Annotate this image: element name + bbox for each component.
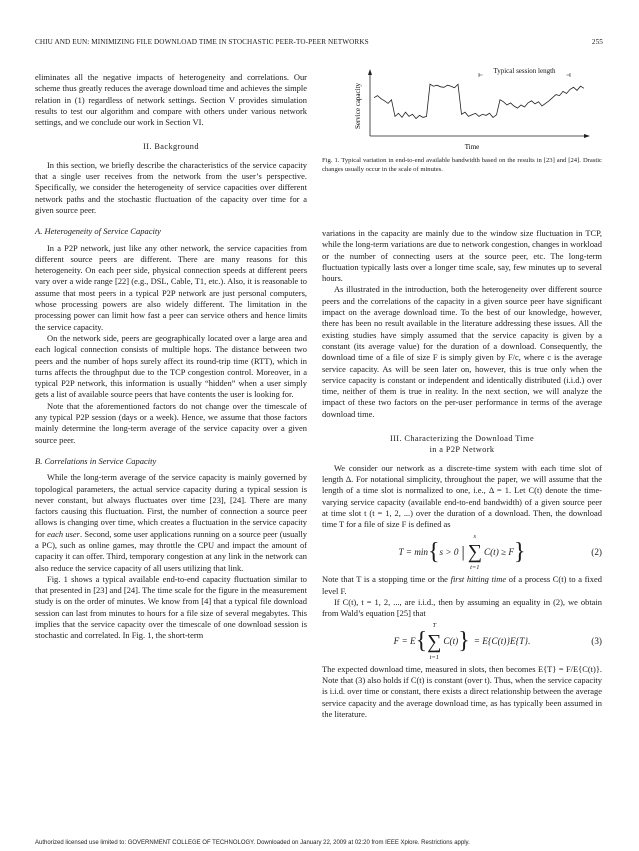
running-title: CHIU AND EUN: MINIMIZING FILE DOWNLOAD TIME IN STOCHASTIC PEER-TO-PEER NETWORKS [35,38,369,46]
subsection-b-heading: B. Correlations in Service Capacity [35,455,157,466]
section-2-paragraph: In this section, we briefly describe the characteristics of the service capacity that a single user receives from the network from the user’s perspective. Specifically, we consider the heterogeneity of service capacities over different network paths and the stochastic fluctuation of the capacity over time for a given source peer. [35,159,307,215]
right-paragraph-4 [322,574,602,597]
section-3-heading [322,433,602,456]
section-2-heading: II. Background [143,142,199,152]
section-3-heading-line-1: III. Characterizing the Download Time [389,434,535,444]
subsection-b-p1-start: While the long-term average of the service capacity is mainly governed by topological parameters, the actual service capacity during a typical session is never constant, but always fluctuates over time [23], [24]. There are many factors causing this fluctuation. First, the number of connection a source peer allows is changing over time, which creates a fluctuation in the service capacity for [35,472,307,539]
eq2-right-brace: } [514,538,526,565]
eq2-lhs: T = min [398,546,428,557]
right-column [322,228,602,720]
subsection-a-paragraph-3: Note that the aforementioned factors do not change over the timescale of any typical P2P session (days or a week). Hence, we assume that those factors mainly determine the long-term average of the service capacity over a given source peer. [35,400,307,445]
eq3-sum-bottom: t=1 [429,653,440,661]
eq2-sum [468,531,482,574]
eq2-sum-top: s [473,533,477,541]
eq2-condition: s > 0 [439,546,459,557]
eq2-sum-bottom: t=1 [470,564,480,572]
right-paragraph-6: The expected download time, measured in slots, then becomes E{T} = F/E{C(t)}. Note that (3) also holds if C(t) is constant (over t). Thus, when the service capacity is i.i.d. over time or constant, there exists a direct relationship between the average service capacity and the average download time, as has typically been assumed in the literature. [322,663,602,719]
subsection-a-paragraph-1: In a P2P network, just like any other network, the service capacities from different source peers are different. There are many reasons for this heterogeneity. On each peer side, physical connection speeds at different peers vary over a wide range [22] (e.g., DSL, Cable, T1, etc.). Also, it is reasonable to assume that most peers in a typical P2P network are just personal computers, whose processing powers are also widely different. The limitation in the processing power can limit how fast a peer can service others and hence limits the service capacity. [35,242,307,332]
eq3-right-brace: } [458,627,470,654]
chart-y-arrow [368,69,372,75]
intro-paragraph: eliminates all the negative impacts of heterogeneity and correlations. Our scheme thus greatly reduces the average download time and achieves the simple relation in (1) regardless of network settings. Section V provides simulation results to test our algorithm and compare with others under various network settings, and we conclude our work in Section VI. [35,72,307,128]
equation-3 [322,624,602,660]
eq3-number: (3) [591,635,602,646]
eq3-sigma: ∑ [427,630,442,653]
subsection-b-p1-end: . Second, some user applications running on a source peer (usually a PC), such as online games, may throttle the CPU and impact the amount of capacity it can offer. Third, temporary congestion at any link in the network can also reduce the service capacity of all users utilizing that link. [35,528,307,573]
subsection-a-paragraph-2: On the network side, peers are geographically located over a large area and each logical connection consists of multiple hops. The distance between two peers and the number of hops surely affect its round-trip time (RTT), which in turns affects the throughput due to the TCP congestion control. Moreover, in a typical P2P network, this information is usually “hidden” when a user simply gets a list of available source peers that have contents the user is looking for. [35,332,307,400]
capacity-series-line [374,84,584,118]
chart-y-label: Service capacity [354,82,362,130]
subsection-b-paragraph-2: Fig. 1 shows a typical available end-to-end capacity fluctuation similar to that presented in [23] and [24]. The time scale for the figure in the measurement study is on the order of minutes. We know from [4] that a typical file download session can last from minutes to hours for a file size of several megabytes. This implies that the service capacity over the timescale of one download session is stochastic and correlated. In Fig. 1, the short-term [35,573,307,641]
eq3-lhs: F = E [393,635,416,646]
right-paragraph-2: As illustrated in the introduction, both the heterogeneity over different source peers and the correlations of the capacity in a given source peer have significant impact on the average download time. To the best of our knowledge, however, there has been no result available in the literature addressing these issues. All the existing studies have simply assumed that the service capacity is given by a constant (its average value) for the duration of a download. Consequently, the download time of a file of size F is simply given by F/c, where c is the average service capacity. As will be seen later on, however, this is true only when the service capacity is constant or independent and identically distributed (i.i.d.) over time, neither of them is true in reality. In the next section, we will analyze the impact of these two factors on the per-user performance in terms of the average download time. [322,284,602,419]
eq2-rhs: C(t) ≥ F [483,546,515,557]
left-column [35,72,307,642]
eq2-left-brace: { [427,538,440,565]
eq2-sigma: ∑ [467,541,482,564]
eq2-number: (2) [591,546,602,557]
subsection-a-heading: A. Heterogeneity of Service Capacity [35,226,161,237]
eq3-left-brace: { [415,627,428,654]
session-span-label: Typical session length [493,67,556,75]
eq2-bar: | [461,543,465,561]
eq3-inner: C(t) [443,635,459,646]
figure-caption: Fig. 1. Typical variation in end-to-end available bandwidth based on the results in [23] and [24]. Drastic changes usually occur in the scale of minutes. [322,157,602,173]
chart-x-arrow [584,134,590,138]
section-3-heading-line-2: in a P2P Network [429,445,495,455]
capacity-series [374,84,584,118]
subsection-b-paragraph-1 [35,472,307,574]
p4-end: of a process C(t) to a fixed level F. [322,574,602,596]
page-number: 255 [591,38,603,46]
p4-start: Note that T is a stopping time or the [322,574,451,585]
subsection-b-p1-emphasis: each user [47,528,80,539]
right-paragraph-5: If C(t), t = 1, 2, ..., are i.i.d., then by assuming an equality in (2), we obtain from Wald’s equation [25] that [322,597,602,619]
footer-license: Authorized licensed use limited to: GOVERNMENT COLLEGE OF TECHNOLOGY. Downloaded on January 22, 2009 at 02:20 from IEEE Xplore. Restrictions apply. [35,840,470,846]
right-paragraph-1: variations in the capacity are mainly due to the window size fluctuation in TCP, while the long-term variations are due to network congestion, changes in workload or the number of connecting users at the source peer, etc. The long-term fluctuation typically lasts over a longer time scale, say, few minutes up to several hours. [322,228,602,284]
eq3-sum-top: T [432,622,437,630]
right-paragraph-3: We consider our network as a discrete-time system with each time slot of length Δ. For notational simplicity, throughout the paper, we will assume that the length of a time slot is normalized to one, i.e., Δ = 1. Let C(t) denote the time-varying service capacity (available end-to-end bandwidth) of a given source peer at time slot t (t = 1, 2, ...) over the duration of a download. Then, the download time T for a file of size F is defined as [322,462,602,530]
eq3-rhs: = E{C(t)}E{T}. [473,635,531,646]
p4-emphasis: first hitting time [450,574,507,585]
eq3-sum [427,620,441,663]
chart-x-label: Time [464,143,480,151]
running-header [35,38,603,46]
session-span [479,67,570,77]
equation-2 [322,534,602,570]
capacity-chart [322,66,602,156]
